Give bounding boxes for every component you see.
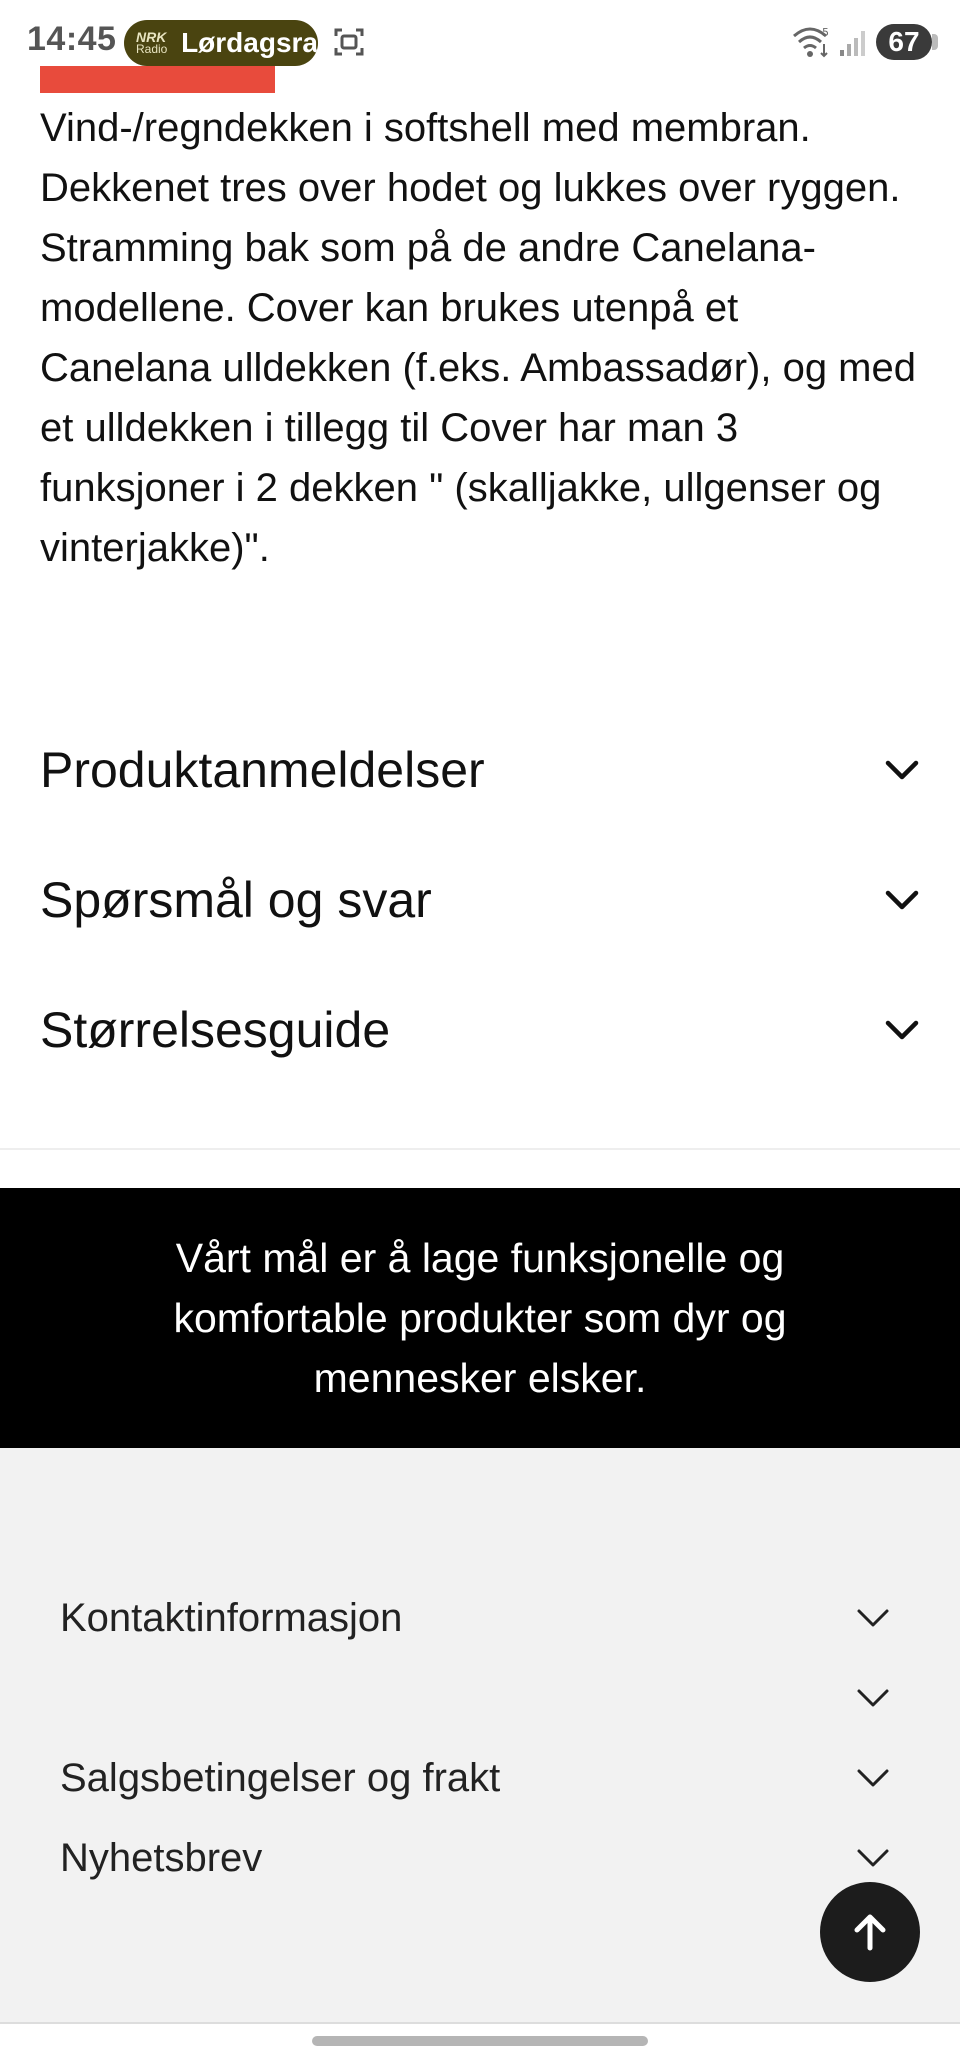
clock: 14:45 xyxy=(27,20,117,58)
footer-item-label: Salgsbetingelser og frakt xyxy=(60,1755,501,1800)
accordion-product-reviews[interactable] xyxy=(40,735,920,805)
chevron-down-icon xyxy=(856,1767,890,1789)
mission-banner xyxy=(0,1188,960,1448)
section-divider xyxy=(0,1148,960,1150)
footer xyxy=(0,1448,960,2023)
gesture-navigation-handle[interactable] xyxy=(312,2036,648,2046)
nrk-radio-logo: NRK Radio xyxy=(136,29,168,56)
screen-record-icon xyxy=(333,26,365,58)
accordion-title: Spørsmål og svar xyxy=(40,872,432,928)
arrow-up-icon xyxy=(848,1910,892,1954)
footer-item-contact[interactable] xyxy=(60,1588,890,1648)
accordion-title: Produktanmeldelser xyxy=(40,742,485,798)
sale-banner-fragment xyxy=(40,66,275,93)
back-to-top-button[interactable] xyxy=(820,1882,920,1982)
footer-item-label: Nyhetsbrev xyxy=(60,1835,263,1880)
media-notification-pill[interactable] xyxy=(124,20,318,66)
footer-item-newsletter[interactable] xyxy=(60,1828,890,1888)
footer-item-label: Kontaktinformasjon xyxy=(60,1595,403,1640)
svg-text:5: 5 xyxy=(822,26,829,39)
mission-text: Vårt mål er å lage funksjonelle og komfortable produkter som dyr og mennesker elsker. xyxy=(173,1235,787,1401)
accordion-size-guide[interactable] xyxy=(40,995,920,1065)
footer-bottom-border xyxy=(0,2022,960,2024)
battery-indicator: 67 xyxy=(876,24,932,60)
footer-item-terms-shipping[interactable] xyxy=(60,1748,890,1808)
accordion-title: Størrelsesguide xyxy=(40,1002,391,1058)
wifi-icon xyxy=(792,24,832,60)
chevron-down-icon xyxy=(884,888,920,912)
footer-item-unlabeled[interactable] xyxy=(60,1668,890,1728)
chevron-down-icon xyxy=(856,1607,890,1629)
signal-icon xyxy=(838,28,866,58)
chevron-down-icon xyxy=(856,1687,890,1709)
chevron-down-icon xyxy=(884,758,920,782)
accordion-questions-answers[interactable] xyxy=(40,865,920,935)
media-title: Lørdagsra xyxy=(181,27,318,58)
chevron-down-icon xyxy=(884,1018,920,1042)
chevron-down-icon xyxy=(856,1847,890,1869)
product-description: Vind-/regndekken i softshell med membran. Dekkenet tres over hodet og lukkes over ryggen. Stramming bak som på de andre Canelana-modellene. Cover kan brukes utenpå et Canelana ulldekken (f.eks. Ambassadør), og med et ulldekken i tillegg til Cover har man 3 funksjoner i 2 dekken " (skalljakke, ullgenser og vinterjakke)". xyxy=(40,106,916,570)
